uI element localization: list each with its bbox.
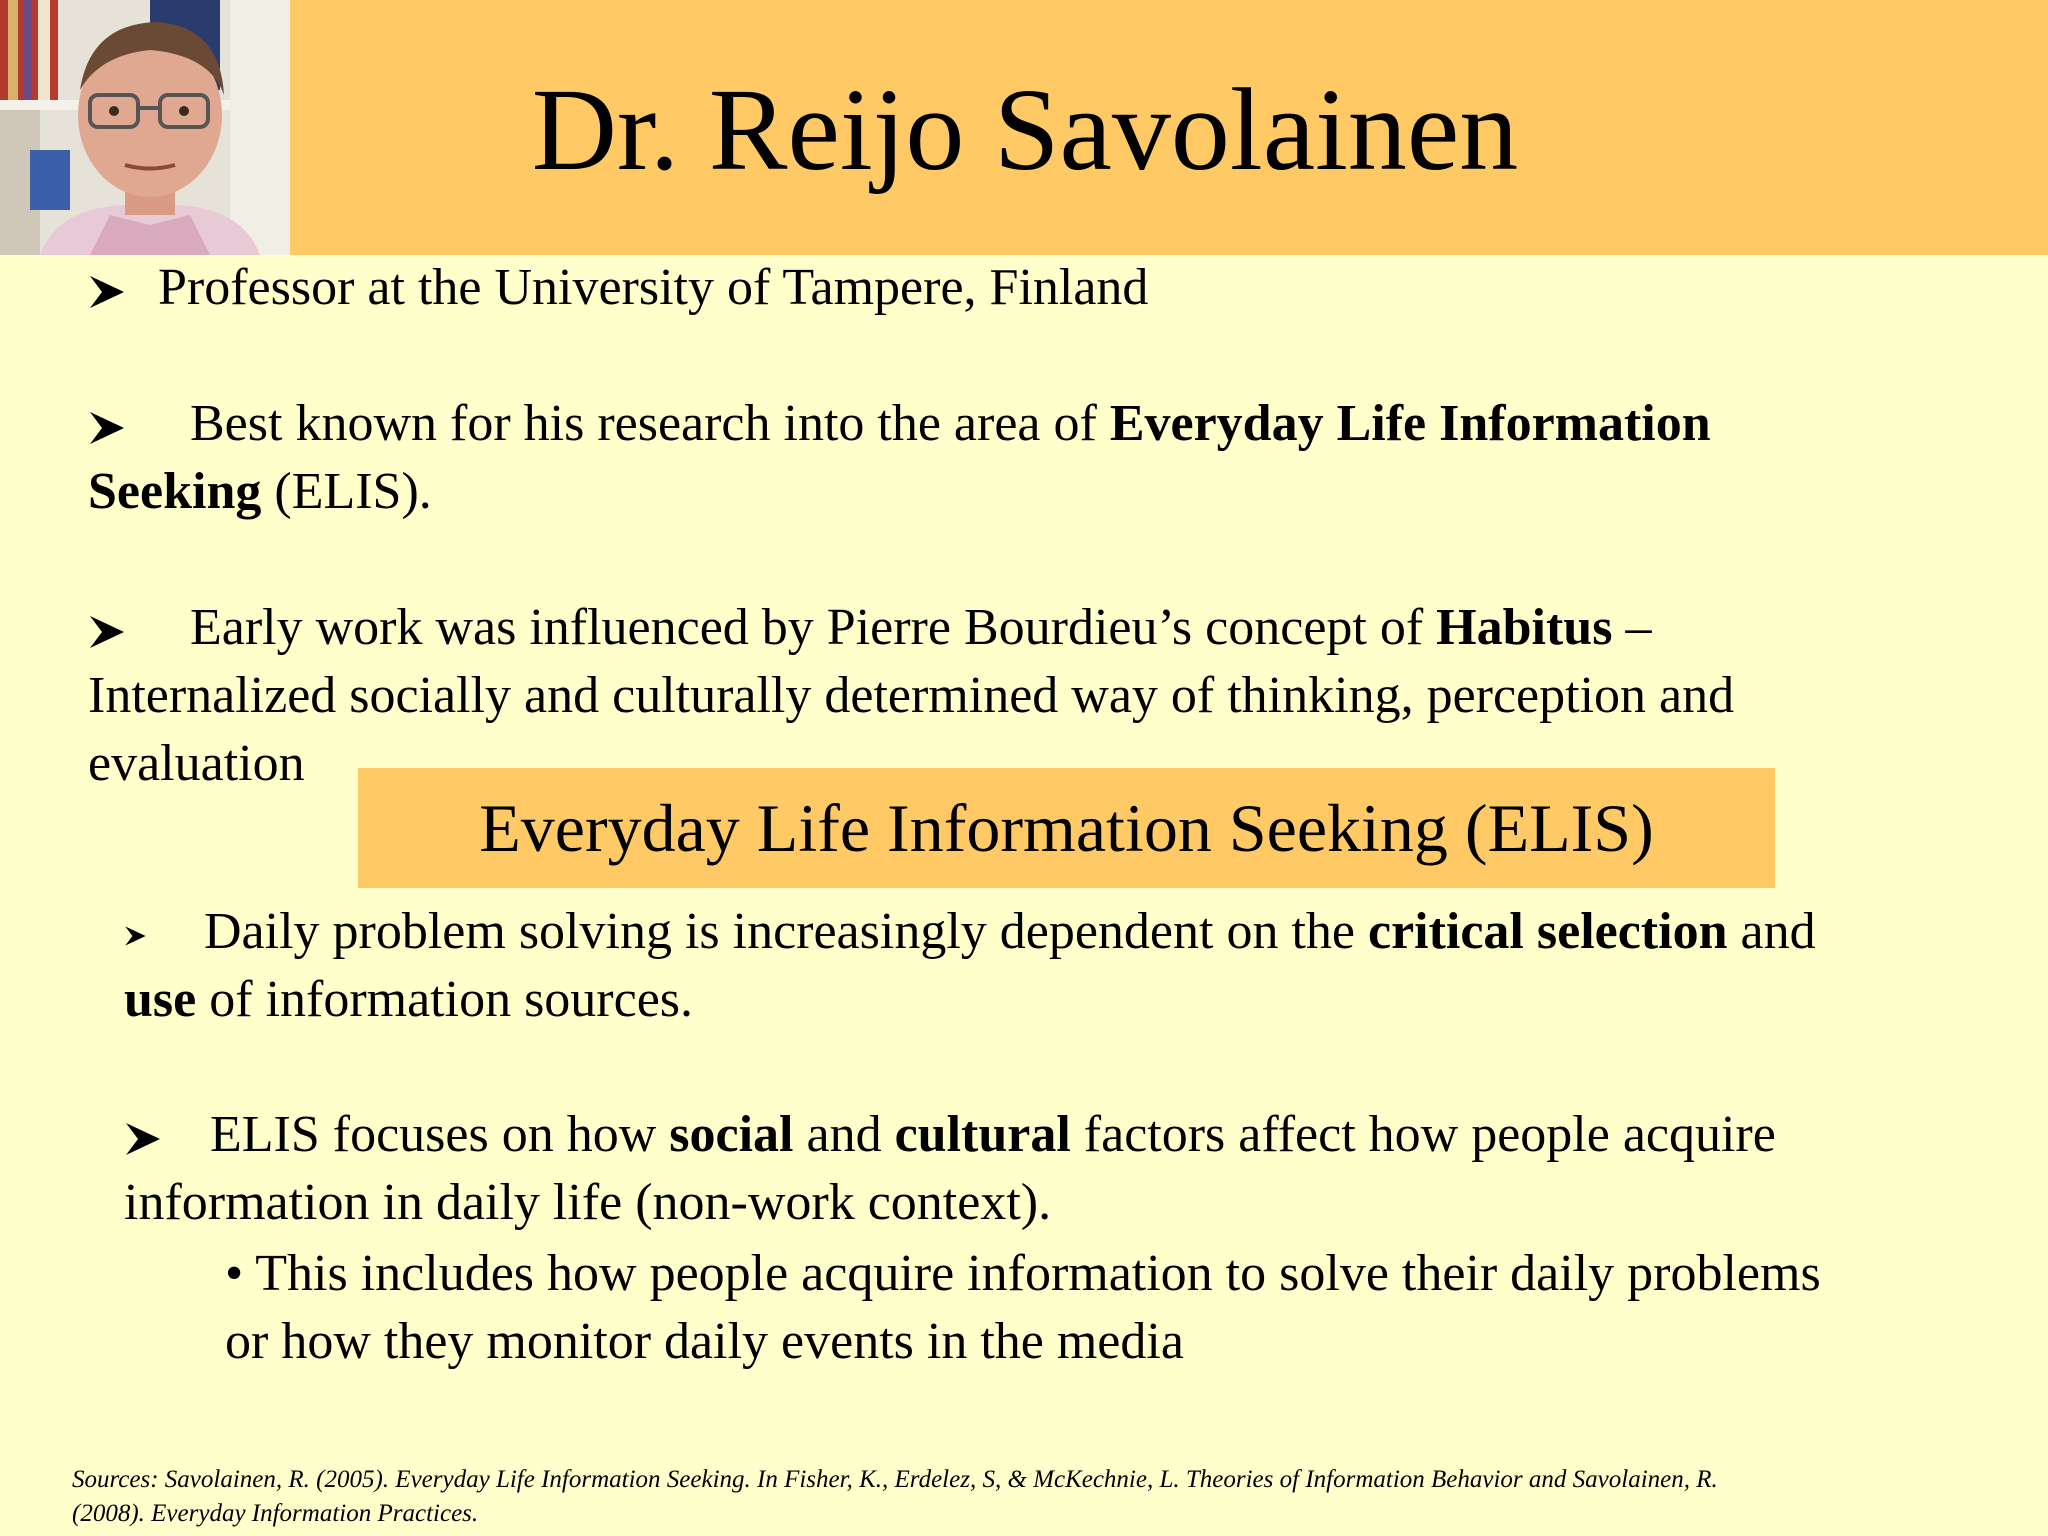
bullet-bold-text: Everyday Life Information	[1109, 395, 1711, 452]
bullet-text: Early work was influenced by Pierre Bourdieu’s concept of	[190, 599, 1437, 656]
bullet-bold-text: critical selection	[1367, 903, 1728, 960]
bullet-bold-text: use	[124, 971, 197, 1028]
arrowhead-bullet-icon	[88, 408, 190, 448]
bullet-text: and	[793, 1106, 895, 1163]
arrowhead-bullet-icon	[124, 1119, 210, 1159]
bullet-text: (ELIS).	[261, 463, 432, 520]
bullet-best-known	[88, 390, 1711, 526]
bullet-bold-text: cultural	[894, 1106, 1071, 1163]
bullet-text: factors affect how people acquire	[1070, 1106, 1776, 1163]
bullet-bold-text: Seeking	[88, 463, 262, 520]
elis-bullet-daily-problem	[124, 898, 1816, 1034]
sub-bullet-marker: •	[225, 1245, 244, 1302]
arrowhead-bullet-icon	[88, 272, 158, 312]
arrowhead-bullet-icon	[124, 924, 204, 948]
elis-bullet-focuses	[124, 1101, 1776, 1237]
bullet-text: or how they monitor daily events in the media	[225, 1313, 1184, 1370]
arrowhead-bullet-icon	[88, 612, 190, 652]
sub-bullet	[225, 1240, 1821, 1376]
bullet-text: Daily problem solving is increasingly dependent on the	[204, 903, 1368, 960]
sources-line: Sources: Savolainen, R. (2005). Everyday Life Information Seeking. In Fisher, K., Erdelez, S, & McKechnie, L. Theories of Information Behavior and Savolainen, R.	[72, 1466, 1718, 1493]
bullet-text: evaluation	[88, 735, 305, 792]
bullet-professor	[88, 254, 1148, 322]
bullet-text: This includes how people acquire information to solve their daily problems	[243, 1245, 1821, 1302]
bullet-text: and	[1727, 903, 1816, 960]
bullet-bold-text: social	[669, 1106, 794, 1163]
sources-footnote	[72, 1463, 1972, 1531]
page-title: Dr. Reijo Savolainen	[531, 64, 1519, 195]
portrait-photo	[0, 0, 290, 255]
bullet-text: Best known for his research into the area of	[190, 395, 1110, 452]
bullet-text: ELIS focuses on how	[210, 1106, 670, 1163]
bullet-text: information in daily life (non-work context).	[124, 1174, 1052, 1231]
bullet-text: Professor at the University of Tampere, Finland	[158, 259, 1149, 316]
sources-line: (2008). Everyday Information Practices.	[72, 1500, 479, 1527]
bullet-bold-text: Habitus	[1436, 599, 1613, 656]
bullet-text: –	[1612, 599, 1652, 656]
bullet-text: Internalized socially and culturally determined way of thinking, perception and	[88, 667, 1735, 724]
elis-heading: Everyday Life Information Seeking (ELIS)	[358, 768, 1775, 888]
bullet-text: of information sources.	[196, 971, 694, 1028]
